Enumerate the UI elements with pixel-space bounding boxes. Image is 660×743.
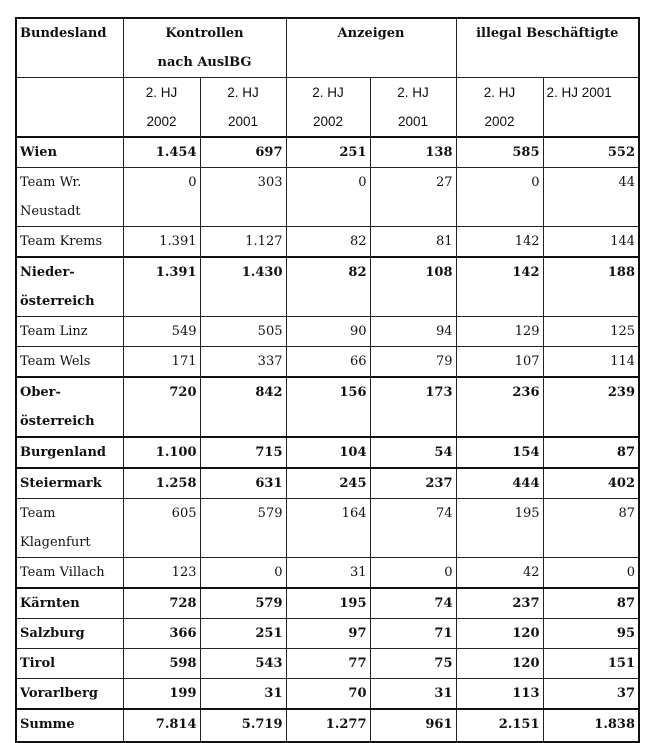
row-label: [16, 499, 123, 558]
value-cell: 728: [123, 588, 200, 619]
row-label-line: Klagenfurt: [20, 535, 91, 550]
empty-header-cell: [16, 78, 123, 138]
row-label: Salzburg: [16, 619, 123, 649]
value-cell: 237: [370, 468, 456, 499]
column-group-kontrollen: [123, 18, 286, 78]
period-header-line: 2002: [312, 114, 344, 129]
value-cell: 1.127: [200, 227, 286, 258]
value-cell: 0: [456, 168, 543, 227]
value-cell: 151: [543, 649, 639, 679]
table-row: [16, 619, 639, 649]
value-cell: 697: [200, 137, 286, 168]
value-cell: 107: [456, 347, 543, 378]
value-cell: 720: [123, 377, 200, 437]
value-cell: 173: [370, 377, 456, 437]
value-cell: 90: [286, 317, 370, 347]
value-cell: 0: [370, 558, 456, 589]
period-header: [286, 78, 370, 138]
value-cell: 31: [370, 679, 456, 710]
value-cell: 188: [543, 257, 639, 317]
row-label: Tirol: [16, 649, 123, 679]
value-cell: 239: [543, 377, 639, 437]
period-header: [456, 78, 543, 138]
row-label: [16, 377, 123, 437]
period-header: [200, 78, 286, 138]
value-cell: 961: [370, 709, 456, 742]
value-cell: 37: [543, 679, 639, 710]
row-label-line: Team: [20, 506, 56, 521]
value-cell: 123: [123, 558, 200, 589]
period-header-line: 2. HJ: [483, 85, 516, 100]
value-cell: 144: [543, 227, 639, 258]
value-cell: 598: [123, 649, 200, 679]
value-cell: 31: [200, 679, 286, 710]
value-cell: 95: [543, 619, 639, 649]
table-row: [16, 649, 639, 679]
row-label: Vorarlberg: [16, 679, 123, 710]
value-cell: 337: [200, 347, 286, 378]
value-cell: 5.719: [200, 709, 286, 742]
row-label: Kärnten: [16, 588, 123, 619]
row-label: Team Wels: [16, 347, 123, 378]
value-cell: 114: [543, 347, 639, 378]
row-label: Steiermark: [16, 468, 123, 499]
value-cell: 0: [286, 168, 370, 227]
table-row: [16, 499, 639, 558]
value-cell: 251: [286, 137, 370, 168]
table-row: [16, 377, 639, 437]
value-cell: 129: [456, 317, 543, 347]
period-header-line: 2. HJ: [312, 85, 344, 100]
table-row: [16, 317, 639, 347]
row-label: Team Villach: [16, 558, 123, 589]
value-cell: 402: [543, 468, 639, 499]
value-cell: 1.277: [286, 709, 370, 742]
row-label-line: Ober-: [20, 385, 61, 400]
header-row-periods: [16, 78, 639, 138]
value-cell: 125: [543, 317, 639, 347]
value-cell: 715: [200, 437, 286, 468]
value-cell: 505: [200, 317, 286, 347]
period-header: [543, 78, 639, 138]
value-cell: 94: [370, 317, 456, 347]
value-cell: 171: [123, 347, 200, 378]
value-cell: 366: [123, 619, 200, 649]
table-row: [16, 709, 639, 742]
group-line: Kontrollen: [165, 26, 244, 41]
value-cell: 1.430: [200, 257, 286, 317]
value-cell: 1.391: [123, 257, 200, 317]
value-cell: 44: [543, 168, 639, 227]
column-header-bundesland: Bundesland: [16, 18, 123, 78]
value-cell: 0: [123, 168, 200, 227]
value-cell: 0: [200, 558, 286, 589]
value-cell: 2.151: [456, 709, 543, 742]
value-cell: 142: [456, 227, 543, 258]
value-cell: 87: [543, 588, 639, 619]
column-group-anzeigen: Anzeigen: [286, 18, 456, 78]
row-label: Wien: [16, 137, 123, 168]
value-cell: 113: [456, 679, 543, 710]
value-cell: 108: [370, 257, 456, 317]
value-cell: 195: [456, 499, 543, 558]
value-cell: 97: [286, 619, 370, 649]
value-cell: 70: [286, 679, 370, 710]
period-header-line: 2. HJ: [227, 85, 259, 100]
period-header-line: 2001: [227, 114, 259, 129]
row-label: [16, 168, 123, 227]
period-header-line: 2. HJ: [397, 85, 429, 100]
table-row: [16, 227, 639, 258]
value-cell: 1.454: [123, 137, 200, 168]
row-label: Summe: [16, 709, 123, 742]
value-cell: 631: [200, 468, 286, 499]
value-cell: 156: [286, 377, 370, 437]
row-label-line: österreich: [20, 414, 95, 429]
row-label-line: Team Wr.: [20, 175, 82, 190]
period-header-line: 2. HJ: [145, 85, 178, 100]
row-label-line: Nieder-: [20, 265, 75, 280]
period-header-line: 2. HJ 2001: [546, 85, 612, 100]
value-cell: 1.838: [543, 709, 639, 742]
table-row: [16, 558, 639, 589]
table-row: [16, 168, 639, 227]
value-cell: 199: [123, 679, 200, 710]
value-cell: 66: [286, 347, 370, 378]
value-cell: 543: [200, 649, 286, 679]
value-cell: 154: [456, 437, 543, 468]
table-row: [16, 588, 639, 619]
value-cell: 195: [286, 588, 370, 619]
row-label-line: Neustadt: [20, 204, 81, 219]
value-cell: 74: [370, 588, 456, 619]
header-row-groups: [16, 18, 639, 78]
period-header-line: 2002: [146, 114, 177, 129]
table-row: [16, 437, 639, 468]
period-header-line: 2002: [484, 114, 515, 129]
period-header: [370, 78, 456, 138]
statistics-table: [15, 17, 640, 743]
value-cell: 71: [370, 619, 456, 649]
column-group-illegal-beschaeftigte: illegal Beschäftigte: [456, 18, 639, 78]
row-label: Team Krems: [16, 227, 123, 258]
group-line: nach AuslBG: [157, 55, 252, 70]
value-cell: 82: [286, 227, 370, 258]
value-cell: 31: [286, 558, 370, 589]
value-cell: 74: [370, 499, 456, 558]
value-cell: 54: [370, 437, 456, 468]
value-cell: 842: [200, 377, 286, 437]
row-label-line: österreich: [20, 294, 95, 309]
value-cell: 236: [456, 377, 543, 437]
value-cell: 303: [200, 168, 286, 227]
value-cell: 1.258: [123, 468, 200, 499]
period-header: [123, 78, 200, 138]
value-cell: 82: [286, 257, 370, 317]
row-label: [16, 257, 123, 317]
value-cell: 79: [370, 347, 456, 378]
value-cell: 579: [200, 588, 286, 619]
value-cell: 444: [456, 468, 543, 499]
value-cell: 27: [370, 168, 456, 227]
value-cell: 87: [543, 437, 639, 468]
value-cell: 251: [200, 619, 286, 649]
value-cell: 605: [123, 499, 200, 558]
value-cell: 120: [456, 649, 543, 679]
value-cell: 1.391: [123, 227, 200, 258]
value-cell: 585: [456, 137, 543, 168]
value-cell: 579: [200, 499, 286, 558]
table-row: [16, 257, 639, 317]
value-cell: 0: [543, 558, 639, 589]
value-cell: 138: [370, 137, 456, 168]
value-cell: 42: [456, 558, 543, 589]
value-cell: 1.100: [123, 437, 200, 468]
value-cell: 549: [123, 317, 200, 347]
value-cell: 104: [286, 437, 370, 468]
value-cell: 164: [286, 499, 370, 558]
value-cell: 81: [370, 227, 456, 258]
value-cell: 77: [286, 649, 370, 679]
value-cell: 120: [456, 619, 543, 649]
table-row: [16, 347, 639, 378]
value-cell: 237: [456, 588, 543, 619]
row-label: Team Linz: [16, 317, 123, 347]
value-cell: 87: [543, 499, 639, 558]
table-row: [16, 679, 639, 710]
table-row: [16, 468, 639, 499]
value-cell: 142: [456, 257, 543, 317]
value-cell: 75: [370, 649, 456, 679]
value-cell: 7.814: [123, 709, 200, 742]
value-cell: 245: [286, 468, 370, 499]
row-label: Burgenland: [16, 437, 123, 468]
table-row: [16, 137, 639, 168]
period-header-line: 2001: [397, 114, 429, 129]
value-cell: 552: [543, 137, 639, 168]
